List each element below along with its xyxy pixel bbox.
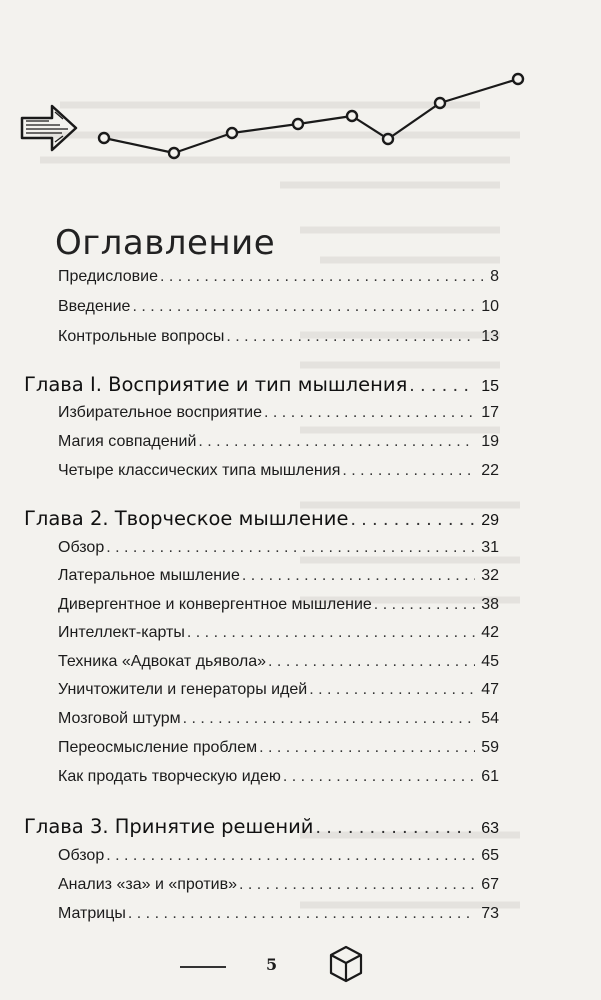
graph-points <box>99 74 523 158</box>
toc-entry[interactable] <box>58 847 499 869</box>
toc-entry-page: 31 <box>481 539 499 556</box>
toc-chapter-label: Глава I. Восприятие и тип мышления <box>24 373 408 396</box>
toc-entry-page: 38 <box>481 596 499 613</box>
toc-entry-label: Анализ «за» и «против» <box>58 876 237 893</box>
page-title: Оглавление <box>55 222 276 263</box>
toc-entry-page: 54 <box>481 710 499 727</box>
toc-entry-page: 22 <box>481 462 499 479</box>
dot-leader <box>106 539 475 557</box>
dot-leader <box>259 739 475 757</box>
toc-entry-label: Контрольные вопросы <box>58 328 225 345</box>
toc-entry-page: 73 <box>481 905 499 922</box>
dot-leader <box>309 681 475 699</box>
toc-entry-label: Латеральное мышление <box>58 567 240 584</box>
dot-leader <box>283 768 475 786</box>
toc-entry[interactable] <box>58 328 499 350</box>
dot-leader <box>239 876 475 894</box>
toc-chapter-page: 29 <box>481 512 499 529</box>
toc-chapter-label: Глава 2. Творческое мышление <box>24 507 349 530</box>
toc-entry[interactable] <box>58 298 499 320</box>
toc-chapter[interactable] <box>24 373 499 399</box>
toc-chapter-page: 63 <box>481 820 499 837</box>
toc-chapter[interactable] <box>24 507 499 533</box>
toc-entry-label: Уничтожители и генераторы идей <box>58 681 308 698</box>
dot-leader <box>106 847 475 865</box>
toc-entry-label: Как продать творческую идею <box>58 768 281 785</box>
toc-entry[interactable] <box>58 768 499 790</box>
graph-line <box>104 79 518 153</box>
toc-entry[interactable] <box>58 710 499 732</box>
arrow-line-graph-icon <box>0 60 601 170</box>
toc-entry-label: Дивергентное и конвергентное мышление <box>58 596 372 613</box>
dot-leader <box>183 710 476 728</box>
toc-entry-label: Четыре классических типа мышления <box>58 462 341 479</box>
toc-entry-label: Переосмысление проблем <box>58 739 258 756</box>
toc-entry-label: Обзор <box>58 847 105 864</box>
toc-entry-page: 61 <box>481 768 499 785</box>
cube-icon <box>328 944 364 984</box>
toc-entry-label: Магия совпадений <box>58 433 197 450</box>
toc-entry-label: Интеллект-карты <box>58 624 185 641</box>
dot-leader <box>226 328 475 346</box>
toc-entry-page: 10 <box>481 298 499 315</box>
page-number: 5 <box>266 955 278 974</box>
toc-chapter[interactable] <box>24 815 499 841</box>
toc-entry[interactable] <box>58 876 499 898</box>
dot-leader <box>242 567 475 585</box>
dot-leader <box>128 905 475 923</box>
toc-entry-page: 42 <box>481 624 499 641</box>
toc-chapter-page: 15 <box>481 378 499 395</box>
toc-entry[interactable] <box>58 596 499 618</box>
dot-leader <box>132 298 475 316</box>
toc-entry-label: Матрицы <box>58 905 126 922</box>
dot-leader <box>264 404 475 422</box>
toc-entry[interactable] <box>58 653 499 675</box>
dot-leader <box>342 462 475 480</box>
toc-entry-label: Введение <box>58 298 131 315</box>
toc-entry-page: 17 <box>481 404 499 421</box>
toc-entry[interactable] <box>58 624 499 646</box>
toc-entry-label: Техника «Адвокат дьявола» <box>58 653 267 670</box>
toc-entry[interactable] <box>58 433 499 455</box>
arrow-icon <box>22 106 76 150</box>
toc-entry[interactable] <box>58 268 499 290</box>
footer-rule <box>180 966 226 968</box>
toc-entry[interactable] <box>58 681 499 703</box>
dot-leader <box>350 508 475 531</box>
toc-entry-page: 59 <box>481 739 499 756</box>
dot-leader <box>187 624 475 642</box>
toc-entry-label: Избирательное восприятие <box>58 404 263 421</box>
toc-entry-label: Обзор <box>58 539 105 556</box>
toc-entry-page: 45 <box>481 653 499 670</box>
toc-entry[interactable] <box>58 567 499 589</box>
toc-entry-page: 47 <box>481 681 499 698</box>
toc-entry[interactable] <box>58 905 499 927</box>
toc-entry-page: 67 <box>481 876 499 893</box>
toc-entry-page: 32 <box>481 567 499 584</box>
dot-leader <box>315 816 475 839</box>
dot-leader <box>160 268 484 286</box>
dot-leader <box>409 374 475 397</box>
toc-entry[interactable] <box>58 739 499 761</box>
toc-entry-page: 65 <box>481 847 499 864</box>
toc-entry[interactable] <box>58 539 499 561</box>
toc-entry-label: Предисловие <box>58 268 158 285</box>
dot-leader <box>198 433 475 451</box>
toc-chapter-label: Глава 3. Принятие решений <box>24 815 314 838</box>
toc-entry-page: 19 <box>481 433 499 450</box>
dot-leader <box>268 653 475 671</box>
toc-entry[interactable] <box>58 404 499 426</box>
toc-entry[interactable] <box>58 462 499 484</box>
toc-entry-label: Мозговой штурм <box>58 710 181 727</box>
toc-entry-page: 13 <box>481 328 499 345</box>
dot-leader <box>374 596 475 614</box>
toc-entry-page: 8 <box>490 268 499 285</box>
